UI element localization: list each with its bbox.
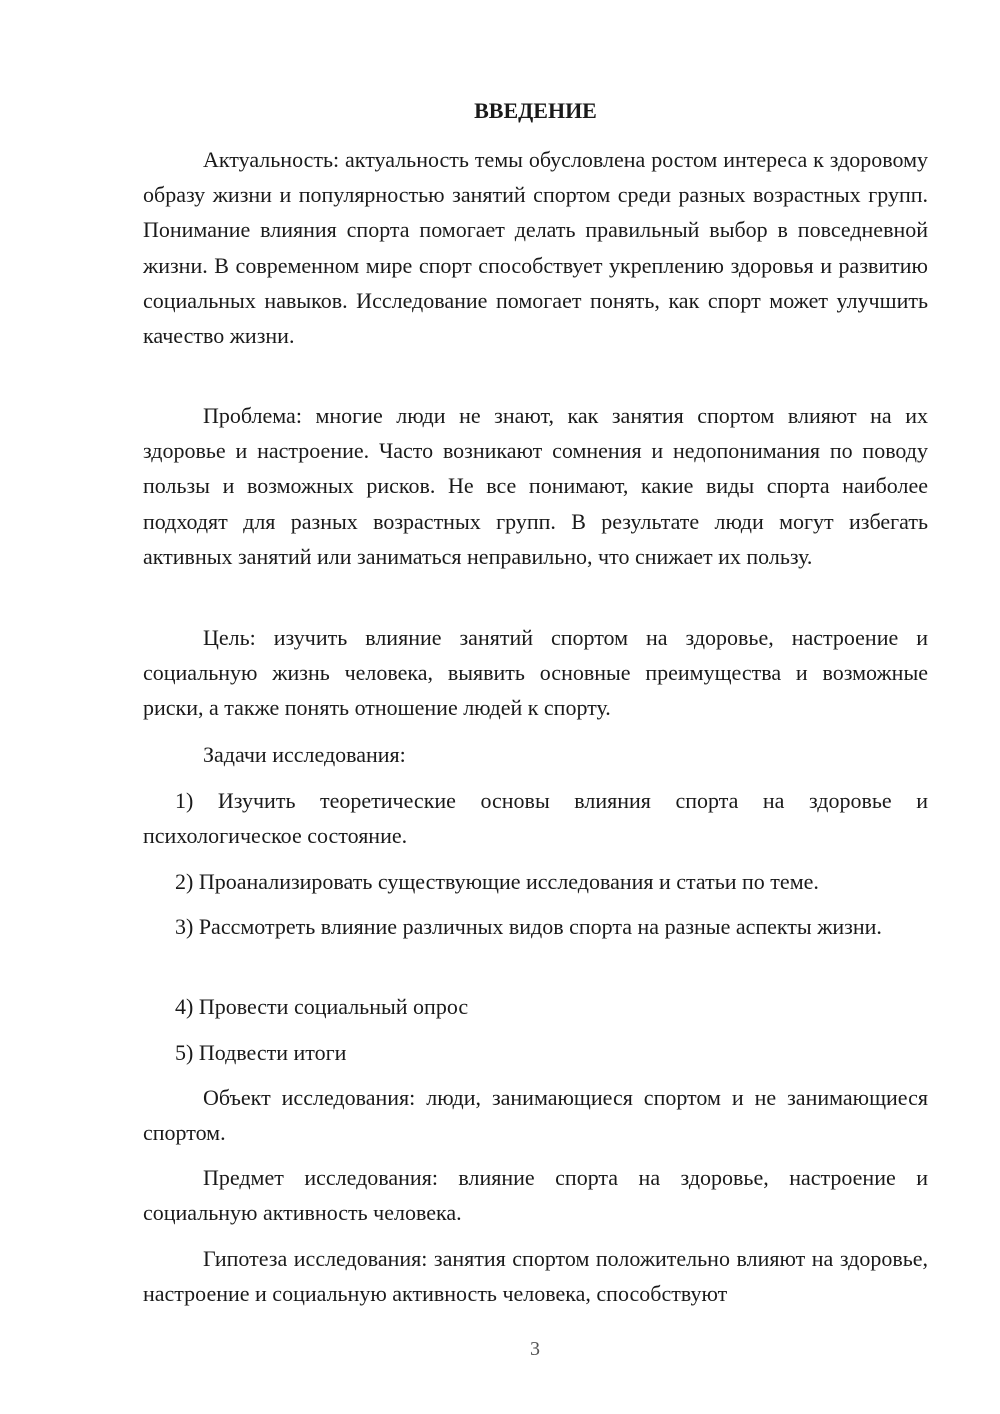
task-item-5: 5) Подвести итоги (175, 1040, 347, 1065)
paragraph-problem: Проблема: многие люди не знают, как занятия спортом влияют на их здоровье и настроение. Часто возникают сомнения и недопонимания по поводу пользы и возможных рисков. Не все понимают, какие виды спорта наиболее подходят для разных возрастных групп. В результате люди могут избегать активных занятий или заниматься неправильно, что снижает их пользу. (143, 403, 928, 569)
paragraph-relevance: Актуальность: актуальность темы обусловлена ростом интереса к здоровому образу жизни и популярностью занятий спортом среди разных возрастных групп. Понимание влияния спорта помогает делать правильный выбор в повседневной жизни. В современном мире спорт способствует укреплению здоровья и развитию социальных навыков. Исследование помогает понять, как спорт может улучшить качество жизни. (143, 147, 928, 349)
task-item-4: 4) Провести социальный опрос (175, 994, 469, 1019)
task-item-2: 2) Проанализировать существующие исследования и статьи по теме. (175, 869, 819, 894)
section-heading: ВВЕДЕНИЕ (474, 98, 597, 123)
tasks-heading: Задачи исследования: (203, 742, 406, 767)
page-number: 3 (530, 1338, 540, 1360)
paragraph-object: Объект исследования: люди, занимающиеся спортом и не занимающиеся спортом. (143, 1085, 928, 1146)
paragraph-goal: Цель: изучить влияние занятий спортом на здоровье, настроение и социальную жизнь человека, выявить основные преимущества и возможные риски, а также понять отношение людей к спорту. (143, 625, 928, 721)
paragraph-subject: Предмет исследования: влияние спорта на здоровье, настроение и социальную активность человека. (143, 1165, 928, 1226)
task-item-3: 3) Рассмотреть влияние различных видов спорта на разные аспекты жизни. (175, 914, 882, 939)
task-item-1: 1) Изучить теоретические основы влияния спорта на здоровье и психологическое состояние. (143, 788, 928, 849)
paragraph-hypothesis: Гипотеза исследования: занятия спортом положительно влияют на здоровье, настроение и социальную активность человека, способствуют (143, 1246, 928, 1307)
